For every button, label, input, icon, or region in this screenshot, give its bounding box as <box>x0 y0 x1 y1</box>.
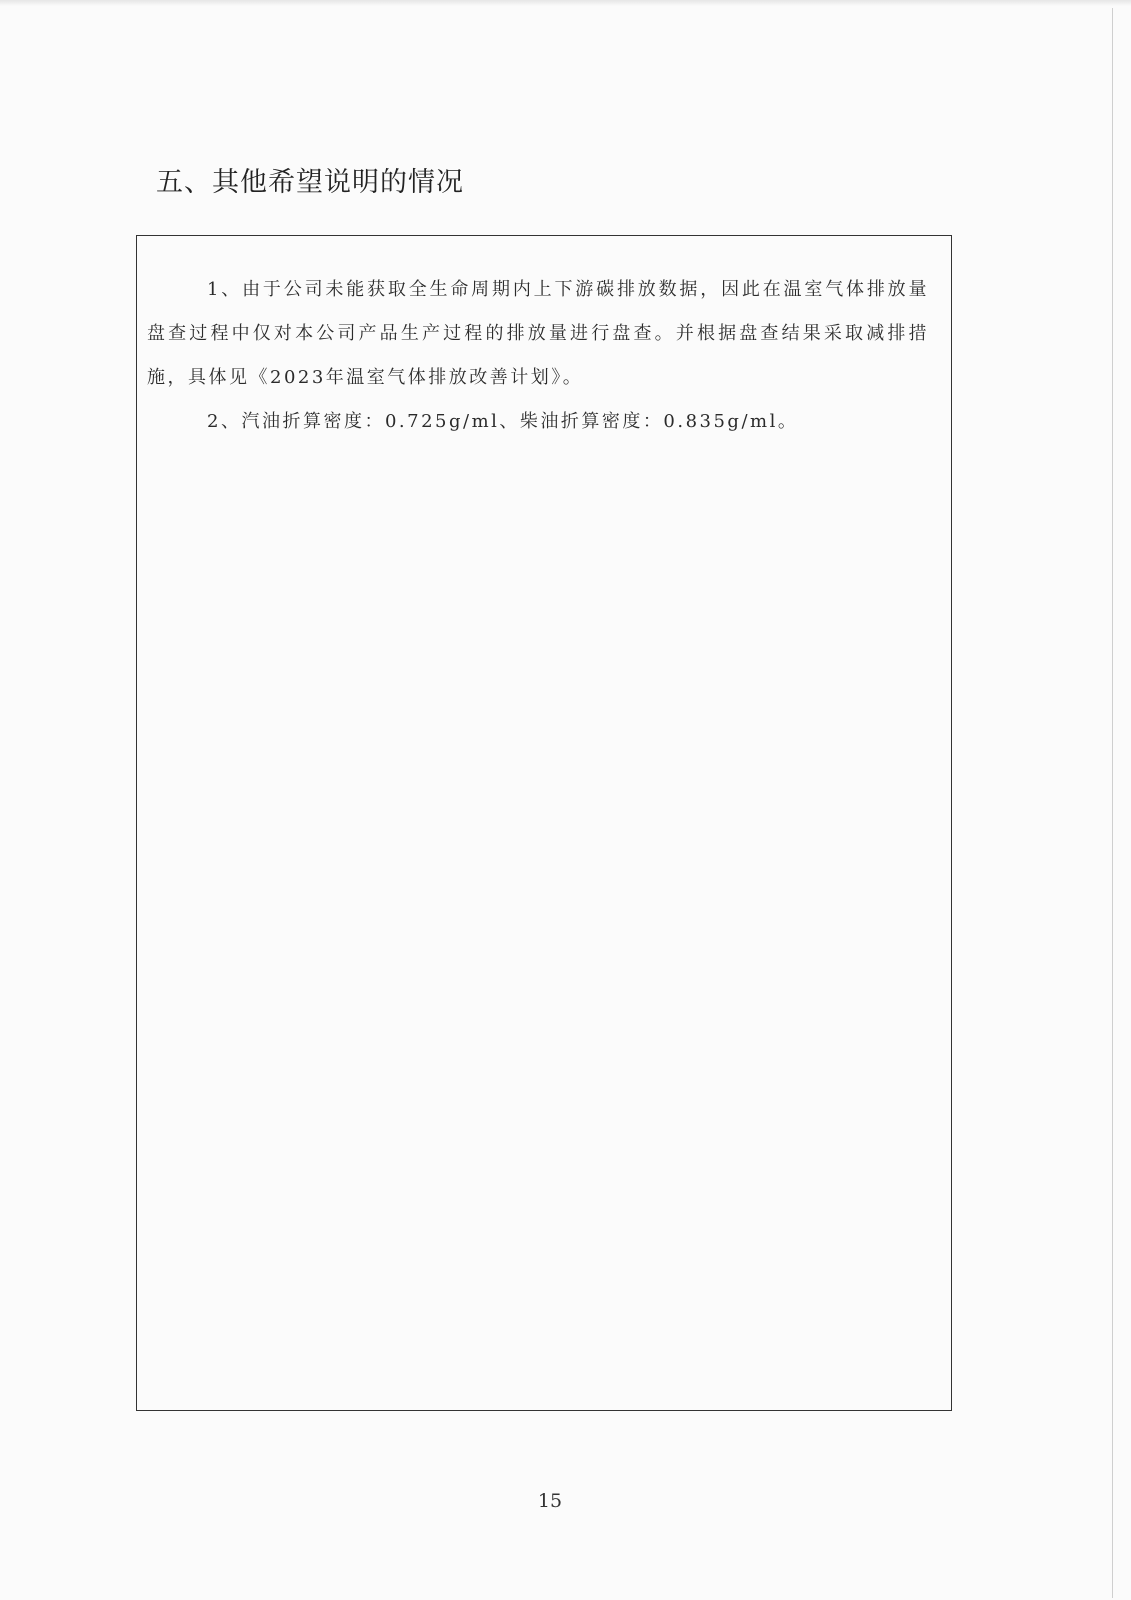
section-title: 五、其他希望说明的情况 <box>156 167 464 198</box>
content-box <box>136 235 952 1411</box>
paragraph-fuel-density: 2、汽油折算密度：0.725g/ml、柴油折算密度：0.835g/ml。 <box>207 411 799 432</box>
scan-right-edge <box>1112 8 1113 1598</box>
page-number: 15 <box>537 1490 563 1512</box>
paragraph-data-scope: 1、由于公司未能获取全生命周期内上下游碳排放数据，因此在温室气体排放量盘查过程中仅对本公司产品生产过程的排放量进行盘查。并根据盘查结果采取减排措施，具体见《2023年温室气体排放改善计划》。 <box>147 279 929 388</box>
scan-top-edge <box>0 0 1131 6</box>
